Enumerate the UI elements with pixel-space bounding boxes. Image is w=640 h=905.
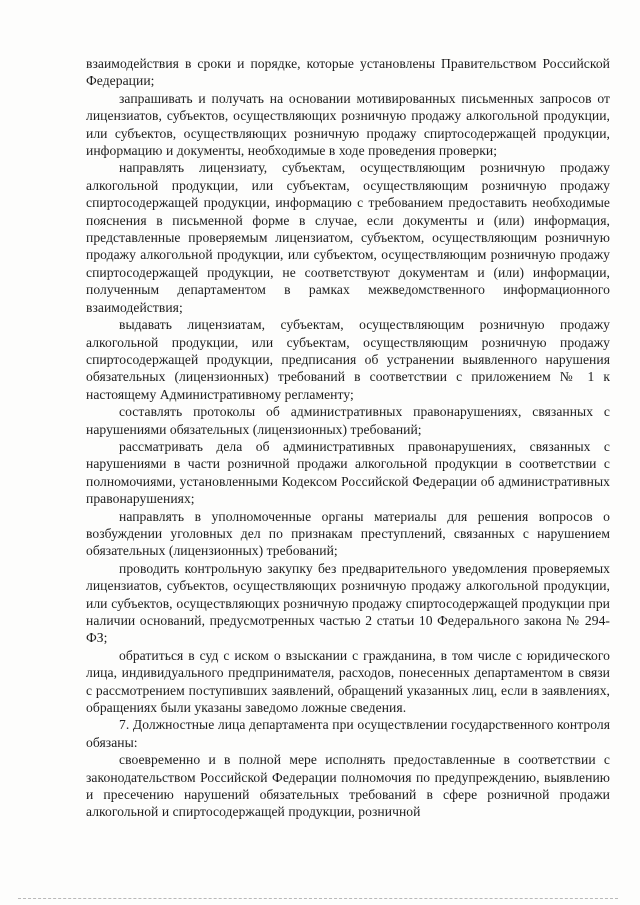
paragraph-send-explanation-request: направлять лицензиату, субъектам, осуществляющим розничную продажу алкогольной продукции, или субъектам, осуществляющим розничную продажу спиртосодержащей продукции, информацию с требованием предоставить необходимые пояснения в письменной форме в случае, если документы и (или) информация, представленные проверяемым лицензиатом, субъектом, осуществляющим розничную продажу алкогольной продукции, или субъектом, осуществляющим розничную продажу спиртосодержащей продукции, не соответствуют документам и (или) информации, полученным департаментом в рамках межведомственного информационного взаимодействия;	[86, 160, 610, 315]
paragraph-issue-orders: выдавать лицензиатам, субъектам, осуществляющим розничную продажу алкогольной продукции, или субъектам, осуществляющим розничную продажу спиртосодержащей продукции, предписания об устранении выявленного нарушения обязательных (лицензионных) требований в соответствии с приложением № 1 к настоящему Административному регламенту;	[86, 317, 610, 402]
paragraph-court-claim: обратиться в суд с иском о взыскании с гражданина, в том числе с юридического лица, индивидуального предпринимателя, расходов, понесенных департаментом в связи с рассмотрением поступивших заявлений, обращений указанных лиц, если в заявлениях, обращениях были указаны заведомо ложные сведения.	[86, 647, 610, 716]
document-body	[86, 55, 610, 821]
section-7-heading: 7. Должностные лица департамента при осуществлении государственного контроля обязаны:	[86, 717, 610, 750]
paragraph-continuation: взаимодействия в сроки и порядке, которые установлены Правительством Российской Федерации;	[86, 56, 610, 89]
paragraph-request-information: запрашивать и получать на основании мотивированных письменных запросов от лицензиатов, субъектов, осуществляющих розничную продажу алкогольной продукции, или субъектов, осуществляющих розничную продажу спиртосодержащей продукции, информацию и документы, необходимые в ходе проведения проверки;	[86, 90, 610, 159]
paragraph-draw-up-protocols: составлять протоколы об административных правонарушениях, связанных с нарушениями обязательных (лицензионных) требований;	[86, 404, 610, 437]
paragraph-consider-cases: рассматривать дела об административных правонарушениях, связанных с нарушениями в части розничной продажи алкогольной продукции в соответствии с полномочиями, установленными Кодексом Российской Федерации об административных правонарушениях;	[86, 438, 610, 507]
scan-edge-line	[18, 898, 618, 899]
paragraph-duties-first: своевременно и в полной мере исполнять предоставленные в соответствии с законодательством Российской Федерации полномочия по предупреждению, выявлению и пресечению нарушений обязательных требований в сфере розничной продажи алкогольной и спиртосодержащей продукции, розничной	[86, 752, 610, 820]
paragraph-control-purchase: проводить контрольную закупку без предварительного уведомления проверяемых лицензиатов, субъектов, осуществляющих розничную продажу алкогольной продукции, или субъектов, осуществляющих розничную продажу спиртосодержащей продукции при наличии оснований, предусмотренных частью 2 статьи 10 Федерального закона № 294-ФЗ;	[86, 560, 610, 646]
paragraph-send-materials: направлять в уполномоченные органы материалы для решения вопросов о возбуждении уголовных дел по признакам преступлений, связанных с нарушением обязательных (лицензионных) требований;	[86, 508, 610, 559]
